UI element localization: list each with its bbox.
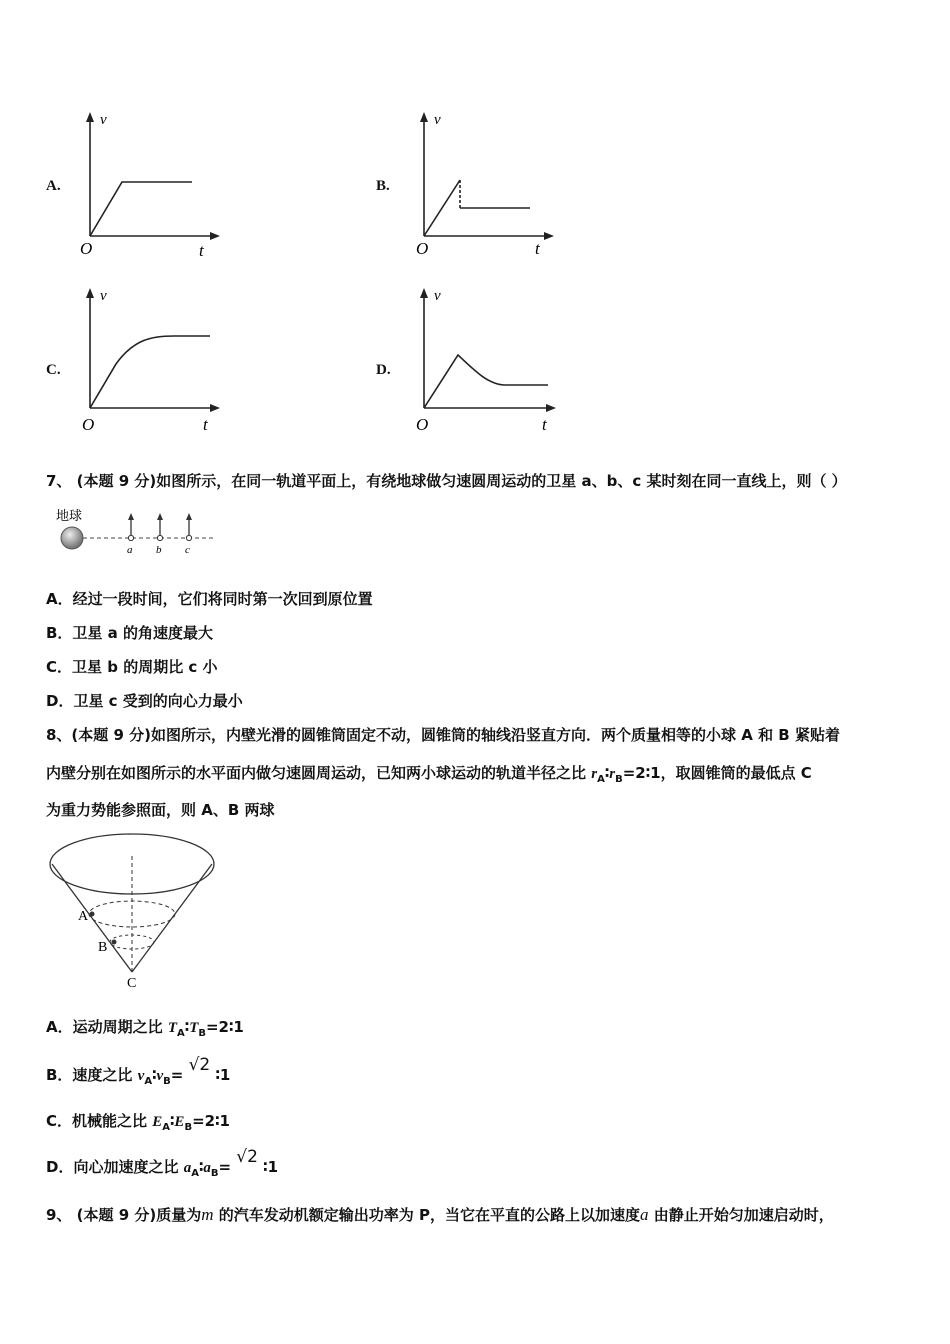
- q7-option-c[interactable]: C．卫星 b 的周期比 c 小: [46, 658, 218, 676]
- graph-c: [72, 284, 232, 436]
- q7-figure: [52, 506, 222, 558]
- graph-b-rise: [424, 180, 460, 236]
- point-b-label: B: [98, 940, 108, 955]
- satellite-a-label: a: [127, 544, 133, 556]
- graph-a-origin: O: [80, 239, 93, 258]
- graph-a-curve: [90, 182, 192, 236]
- satellite-b-label: b: [156, 544, 162, 556]
- graph-d-origin: O: [416, 415, 429, 434]
- q8-option-a[interactable]: A．运动周期之比 $T_A∶T_B=2∶1$: [46, 1018, 244, 1039]
- option-b-label: B.: [376, 178, 390, 194]
- satellite-c-label: c: [185, 544, 190, 556]
- graph-c-origin: O: [82, 415, 95, 434]
- graph-a-axis-t: t: [199, 241, 204, 260]
- q7-option-b[interactable]: B．卫星 a 的角速度最大: [46, 624, 214, 642]
- option-a-label: A.: [46, 178, 61, 194]
- q8-option-d[interactable]: D．向心加速度之比 $a_A∶a_B= √2$ ∶1: [46, 1147, 279, 1179]
- graph-c-curve: [90, 336, 210, 408]
- sqrt2-symbol: √2: [188, 1055, 211, 1075]
- point-c-label: C: [127, 976, 137, 991]
- sqrt2-symbol: √2: [236, 1147, 258, 1167]
- q8-stem-line3: 为重力势能参照面，则 A、B 两球: [46, 801, 275, 819]
- earth-label: 地球: [56, 508, 83, 523]
- q7-option-d[interactable]: D．卫星 c 受到的向心力最小: [46, 692, 243, 710]
- q9-stem: 9、 (本题 9 分)质量为m 的汽车发动机额定输出功率为 P，当它在平直的公路上以加速度a 由静止开始匀加速启动时，: [46, 1205, 834, 1224]
- option-d-label: D.: [376, 362, 391, 378]
- graph-a: [72, 108, 232, 260]
- graph-b: [406, 108, 566, 260]
- satellite-a: [127, 513, 134, 556]
- satellite-b: [156, 513, 163, 556]
- graph-d: [406, 284, 566, 436]
- option-c-label: C.: [46, 362, 61, 378]
- q8-cone-figure: [48, 826, 224, 992]
- graph-a-axis-v: v: [100, 112, 107, 128]
- graph-b-axis-v: v: [434, 112, 441, 128]
- q7-option-a[interactable]: A．经过一段时间，它们将同时第一次回到原位置: [46, 590, 373, 608]
- q8-option-c[interactable]: C．机械能之比 $E_A∶E_B=2∶1$: [46, 1112, 230, 1133]
- graph-c-axis-v: v: [100, 288, 107, 304]
- q8-stem-line1: 8、(本题 9 分)如图所示，内壁光滑的圆锥筒固定不动，圆锥筒的轴线沿竖直方向．两个质量相等的小球 A 和 B 紧贴着: [46, 726, 840, 744]
- satellite-c: [185, 513, 192, 556]
- graph-c-axis-t: t: [203, 415, 208, 434]
- graph-b-axis-t: t: [535, 239, 540, 258]
- graph-d-curve: [424, 355, 548, 408]
- earth-icon: [61, 527, 83, 549]
- graph-d-axis-t: t: [542, 415, 547, 434]
- graph-d-axis-v: v: [434, 288, 441, 304]
- q8-stem-line2: 内壁分别在如图所示的水平面内做匀速圆周运动，已知两小球运动的轨道半径之比 $r_A∶r_B=2∶1$，取圆锥筒的最低点 C: [46, 764, 812, 785]
- q8-option-b[interactable]: B．速度之比 $v_A∶v_B= √2$ ∶1: [46, 1055, 231, 1087]
- point-a-label: A: [78, 909, 89, 924]
- graph-b-origin: O: [416, 239, 429, 258]
- q7-stem: 7、 (本题 9 分)如图所示，在同一轨道平面上，有绕地球做匀速圆周运动的卫星 a、b、c 某时刻在同一直线上，则（ ）: [46, 472, 847, 490]
